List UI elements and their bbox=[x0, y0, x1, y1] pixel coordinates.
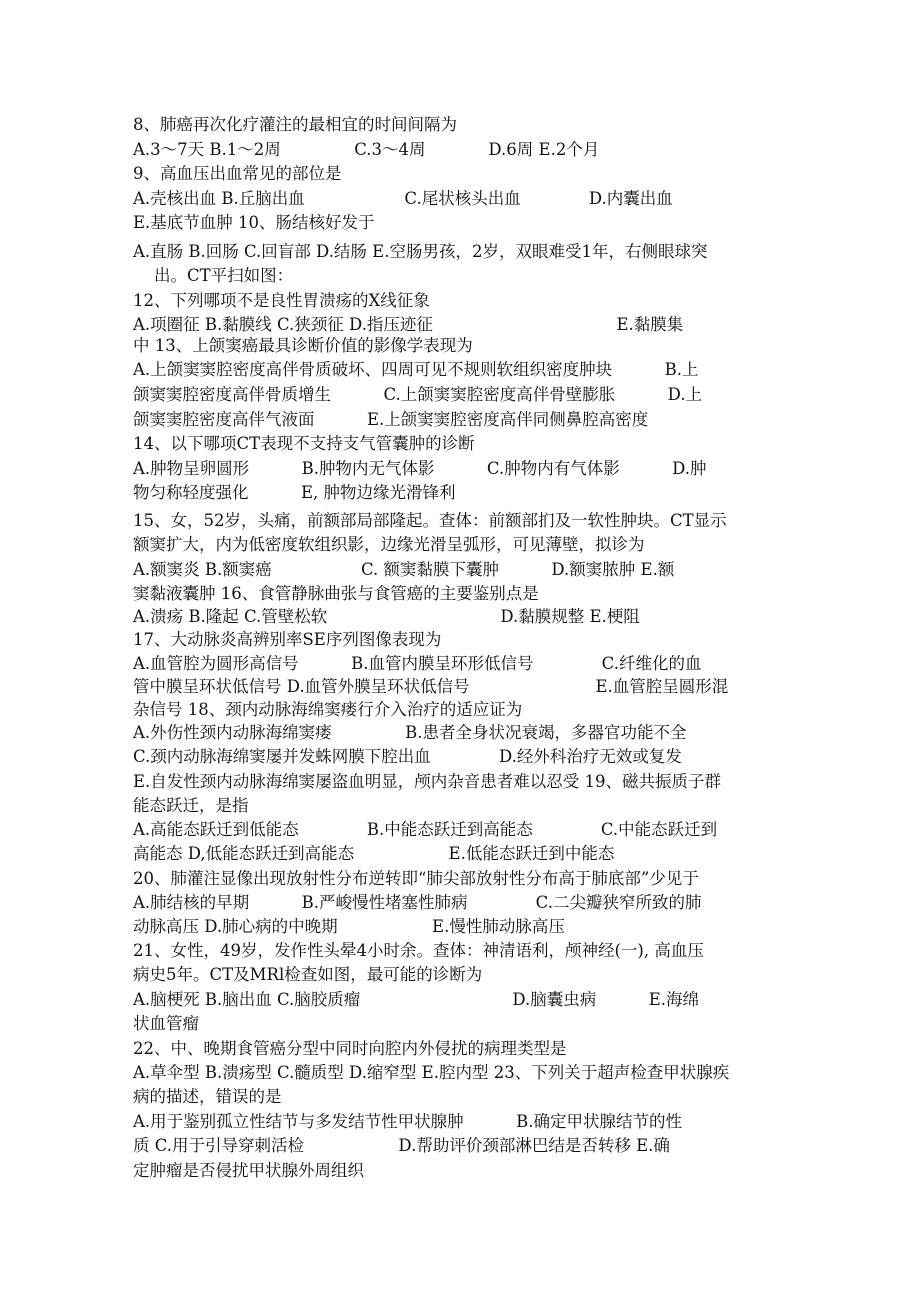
question-22-stem: 22、中、晚期食管癌分型中同时向腔内外侵扰的病理类型是 bbox=[133, 1039, 567, 1058]
question-16-options: A.溃疡 B.隆起 C.管壁松软 D.黏膜规整 E.梗阻 bbox=[133, 607, 640, 626]
question-14-stem: 14、以下哪项CT表现不支持支气管囊肿的诊断 bbox=[133, 434, 475, 453]
question-18-option-line: A.外伤性颈内动脉海绵窦瘘 B.患者全身状况衰竭，多器官功能不全 bbox=[133, 723, 687, 742]
question-16-stem: 窦黏液囊肿 16、食管静脉曲张与食管癌的主要鉴别点是 bbox=[133, 584, 539, 603]
question-20-stem: 20、肺灌注显像出现放射性分布逆转即“肺尖部放射性分布高于肺底部”少见于 bbox=[133, 869, 699, 888]
question-15-stem: 15、女，52岁，头痛，前额部局部隆起。查体：前额部扪及一软性肿块。CT显示 bbox=[133, 511, 727, 530]
question-8-stem: 8、肺癌再次化疗灌注的最相宜的时间间隔为 bbox=[133, 115, 457, 134]
question-23-option-line: 定肿瘤是否侵扰甲状腺外周组织 bbox=[133, 1161, 364, 1180]
question-13-option-line: 颌窦窦腔密度高伴骨质增生 C.上颌窦窦腔密度高伴骨壁膨胀 D.上 bbox=[133, 385, 703, 404]
question-21-stem: 病史5年。CT及MRl检查如图，最可能的诊断为 bbox=[133, 965, 483, 984]
question-18-option-line: C.颈内动脉海绵窦屡并发蛛网膜下腔出血 D.经外科治疗无效或复发 bbox=[133, 747, 682, 766]
question-19-option-line: A.高能态跃迁到低能态 B.中能态跃迁到高能态 C.中能态跃迁到 bbox=[133, 820, 718, 839]
question-20-option-line: 动脉高压 D.肺心病的中晚期 E.慢性肺动脉高压 bbox=[133, 917, 565, 936]
question-13-stem: 中 13、上颌窦癌最具诊断价值的影像学表现为 bbox=[133, 336, 473, 355]
question-13-option-line: 颌窦窦腔密度高伴气液面 E.上颌窦窦腔密度高伴同侧鼻腔高密度 bbox=[133, 410, 649, 429]
question-14-option-line: 物匀称轻度强化 E, 肿物边缘光滑锋利 bbox=[133, 483, 456, 502]
question-22-options: A.草伞型 B.溃疡型 C.髓质型 D.缩窄型 E.腔内型 23、下列关于超声检查甲状腺疾 bbox=[133, 1063, 730, 1082]
question-10-options: A.直肠 B.回肠 C.回盲部 D.结肠 E.空肠男孩，2岁，双眼难受1年，右侧眼球突 bbox=[133, 242, 708, 261]
question-18-stem: 杂信号 18、颈内动脉海绵窦瘘行介入治疗的适应证为 bbox=[133, 700, 523, 719]
question-23-stem: 病的描述，错误的是 bbox=[133, 1087, 282, 1106]
question-23-option-line: 质 C.用于引导穿刺活检 D.帮助评价颈部淋巴结是否转移 E.确 bbox=[133, 1136, 670, 1155]
question-17-stem: 17、大动脉炎高辨别率SE序列图像表现为 bbox=[133, 630, 442, 649]
question-21-options: A.脑梗死 B.脑出血 C.脑胶质瘤 D.脑囊虫病 E.海绵 bbox=[133, 990, 700, 1009]
question-13-option-line: A.上颌窦窦腔密度高伴骨质破坏、四周可见不规则软组织密度肿块 B.上 bbox=[133, 360, 699, 379]
question-11-stem: 出。CT平扫如图： bbox=[133, 266, 294, 285]
question-20-option-line: A.肺结核的早期 B.严峻慢性堵塞性肺病 C.二尖瓣狭窄所致的肺 bbox=[133, 893, 702, 912]
question-21-options: 状血管瘤 bbox=[133, 1014, 199, 1033]
question-9-options: A.壳核出血 B.丘脑出血 C.尾状核头出血 D.内囊出血 bbox=[133, 189, 673, 208]
question-15-stem: 额窦扩大，内为低密度软组织影，边缘光滑呈弧形，可见薄壁，拟诊为 bbox=[133, 535, 645, 554]
question-12-options: A.项圈征 B.黏膜线 C.狭颈征 D.指压迹征 E.黏膜集 bbox=[133, 315, 684, 334]
question-17-option-line: 管中膜呈环状低信号 D.血管外膜呈环状低信号 E.血管腔呈圆形混 bbox=[133, 677, 729, 696]
question-8-options: A.3～7天 B.1～2周 C.3～4周 D.6周 E.2个月 bbox=[133, 140, 600, 159]
question-15-options: A.额窦炎 B.额窦癌 C. 额窦黏膜下囊肿 D.额窦脓肿 E.额 bbox=[133, 560, 675, 579]
question-17-option-line: A.血管腔为圆形高信号 B.血管内膜呈环形低信号 C.纤维化的血 bbox=[133, 654, 702, 673]
question-21-stem: 21、女性，49岁，发作性头晕4小时余。查体：神清语利，颅神经(一), 高血压 bbox=[133, 941, 704, 960]
question-14-option-line: A.肿物呈卵圆形 B.肿物内无气体影 C.肿物内有气体影 D.肿 bbox=[133, 459, 707, 478]
question-19-stem: 能态跃迁，是指 bbox=[133, 796, 249, 815]
question-23-option-line: A.用于鉴别孤立性结节与多发结节性甲状腺肿 B.确定甲状腺结节的性 bbox=[133, 1112, 682, 1131]
question-19-option-line: 高能态 D,低能态跃迁到高能态 E.低能态跃迁到中能态 bbox=[133, 844, 615, 863]
question-10-stem: E.基底节血肿 10、肠结核好发于 bbox=[133, 213, 375, 232]
question-18-option-line: E.自发性颈内动脉海绵窦屡盗血明显，颅内杂音患者难以忍受 19、磁共振质子群 bbox=[133, 772, 722, 791]
question-12-stem: 12、下列哪项不是良性胃溃疡的X线征象 bbox=[133, 291, 430, 310]
question-9-stem: 9、高血压出血常见的部位是 bbox=[133, 164, 342, 183]
